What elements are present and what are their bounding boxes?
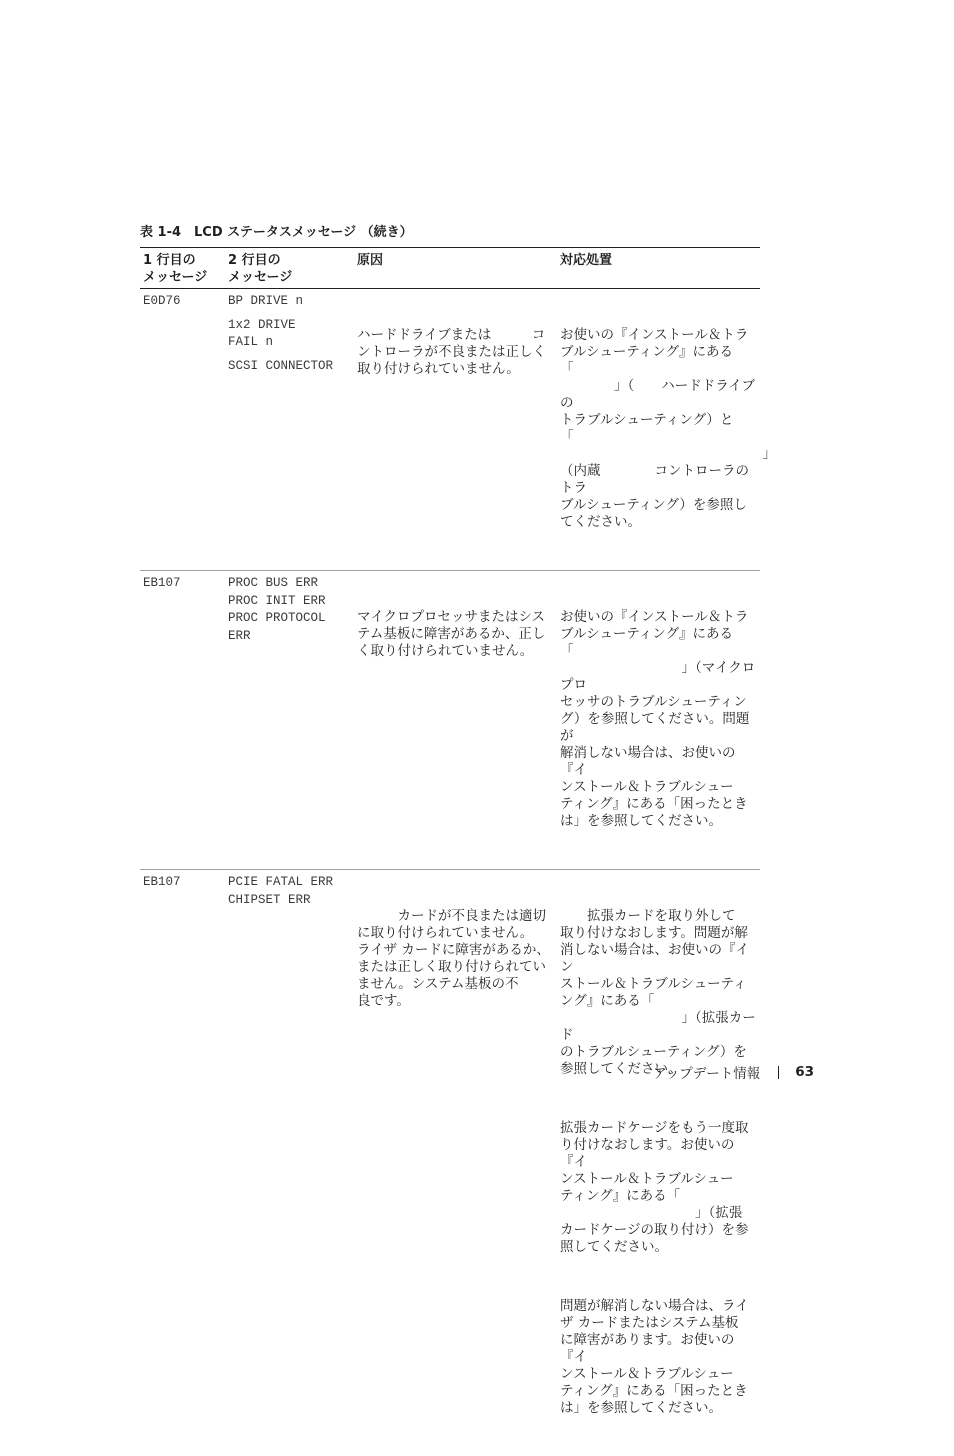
code-text: EB107 — [143, 576, 181, 590]
line2-message: BP DRIVE n — [228, 294, 304, 308]
row-code — [140, 571, 225, 869]
header-action: 対応処置 — [560, 253, 613, 268]
cause-text: ハードドライブまたは コ ントローラが不良または正しく 取り付けられていません。 — [357, 327, 546, 377]
header-line1-message: 1 行目の メッセージ — [143, 253, 208, 285]
cause-text: カードが不良または適切 に取り付けられていません。 ライザ カードに障害があるか、 または正しく取り付けられてい ません。システム基板の不 良です。 — [357, 908, 550, 1009]
row-code — [140, 870, 225, 1456]
line2-message: PCIE FATAL ERR CHIPSET ERR — [228, 875, 334, 907]
action-text: 拡張カードケージをもう一度取 り付けなおします。お使いの『イ ンストール＆トラブルシュー ティング』にある「 」（拡張 カードケージの取り付け）を参 照してください。 — [560, 1120, 749, 1255]
table-row — [140, 870, 760, 1456]
header-line2-message: 2 行目の メッセージ — [228, 253, 293, 285]
row-action — [557, 870, 760, 1456]
footer-divider — [778, 1066, 779, 1079]
row-line2-messages — [225, 571, 354, 869]
action-text: お使いの『インストール＆トラ ブルシューティング』にある 「 」（マイクロプロ セッサのトラブルシューティン グ）を参照してください。問題が 解消しない場合は、お使いの『イ ンストール＆トラブルシュー ティング』にある「困ったとき は」を参照してください。 — [560, 609, 756, 829]
row-line2-messages — [225, 289, 354, 570]
row-cause — [354, 870, 557, 1456]
lcd-status-table — [140, 247, 776, 1456]
cause-text: マイクロプロセッサまたはシス テム基板に障害があるか、正し く取り付けられていません。 — [357, 609, 546, 659]
row-action — [557, 289, 776, 570]
row-action — [557, 571, 760, 869]
row-cause — [354, 289, 557, 570]
row-code — [140, 289, 225, 570]
action-text: 拡張カードを取り外して 取り付けなおします。問題が解 消しない場合は、お使いの『イン ストール＆トラブルシューティ ング』にある「 」（拡張カード のトラブルシューティング）を 参照してください。 — [560, 908, 756, 1077]
footer-section-title: アップデート情報 — [653, 1066, 761, 1082]
line2-message: PROC BUS ERR PROC INIT ERR PROC PROTOCOL ERR — [228, 576, 326, 643]
table-caption: 表 1-4 LCD ステータスメッセージ （続き） — [140, 225, 413, 240]
action-text: お使いの『インストール＆トラ ブルシューティング』にある 「 」（ ハードドライブの トラブルシューティング）と 「 」 （内蔵 コントローラのトラ ブルシューティング）を参照し てください。 — [560, 327, 776, 530]
table-row — [140, 571, 760, 870]
code-text: EB107 — [143, 875, 181, 889]
action-text: 問題が解消しない場合は、ライ ザ カードまたはシステム基板 に障害があります。お使いの『イ ンストール＆トラブルシュー ティング』にある「困ったとき は」を参照してください。 — [560, 1298, 749, 1416]
line2-message: 1x2 DRIVE FAIL n — [228, 317, 296, 349]
table-header-row — [140, 248, 760, 289]
row-line2-messages — [225, 870, 354, 1456]
page-number: 63 — [795, 1064, 814, 1080]
header-cause: 原因 — [357, 253, 384, 268]
table-row — [140, 289, 776, 571]
row-cause — [354, 571, 557, 869]
code-text: E0D76 — [143, 294, 181, 308]
page-footer — [600, 1062, 814, 1082]
line2-message: SCSI CONNECTOR — [228, 358, 334, 373]
